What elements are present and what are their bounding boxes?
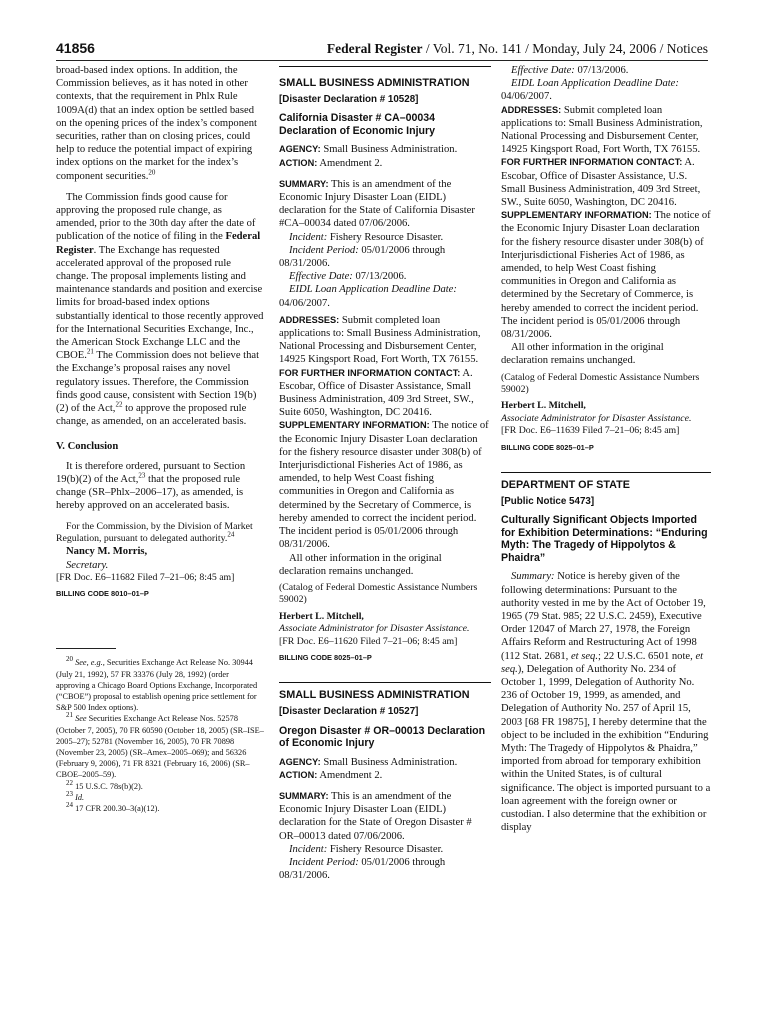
paragraph: It is therefore ordered, pursuant to Section 19(b)(2) of the Act,$^{23}$ that the proposed rule change (SR–Phlx–2006–17), as amended, is hereby approved on an accelerated basis. bbox=[56, 460, 246, 512]
agency-line: AGENCY: Small Business Administration. bbox=[279, 144, 458, 156]
summary: Summary: Notice is hereby given of the following determinations: Pursuant to the authority vested in me by the Act of October 19, 1965 (79 Stat. 985; 22 U.S.C. 2459), Executive Order 12047 of March 27, 1978, the Foreign Affairs Reform and Restructuring Act of 1998 (112 Stat. 2681, et seq.; 22 U.S.C. 6501 note, et seq.), Delegation of Authority No. 234 of October 1, 1999, Delegation of Authority No. 236 of October 19, 1999, as amended, and Delegation of Authority No. 257 of April 15, 2003 [68 FR 19875], I hereby determine that the object to be included in the exhibition “Enduring Myth: The Tragedy of Hippolytos & Phaidra,” imported from abroad for temporary exhibition within the United States, is of cultural significance. The object is imported pursuant to a loan agreement with the foreign owner or custodian. I also determine that the exhibition or display bbox=[501, 571, 711, 834]
column-3 bbox=[501, 64, 711, 834]
notice-title: Culturally Significant Objects Imported for Exhibition Determinations: “Enduring Myth: The Tragedy of Hippolytos & Phaidra” bbox=[501, 514, 708, 564]
agency-heading: DEPARTMENT OF STATE bbox=[501, 478, 630, 491]
signer-name: Herbert L. Mitchell, bbox=[501, 400, 586, 412]
footnote-ref: 22 bbox=[115, 400, 123, 409]
billing-code: BILLING CODE 8025–01–P bbox=[279, 652, 372, 662]
incident: Incident: Fishery Resource Disaster. bbox=[289, 231, 444, 243]
paragraph: All other information in the original declaration remains unchanged. bbox=[279, 552, 442, 577]
notice-divider bbox=[501, 472, 711, 473]
footnote: $^{22}$ 15 U.S.C. 78s(b)(2). bbox=[66, 778, 143, 791]
agency-heading: SMALL BUSINESS ADMINISTRATION bbox=[279, 77, 470, 89]
effective-date: Effective Date: 07/13/2006. bbox=[511, 65, 629, 76]
billing-code: BILLING CODE 8010–01–P bbox=[56, 589, 149, 599]
footnotes bbox=[56, 657, 264, 814]
summary: SUMMARY: This is an amendment of the Economic Injury Disaster Loan (EIDL) declaration for the State of Oregon Disaster # OR–00013 dated 07/06/2006. bbox=[279, 790, 472, 842]
catalog-note: (Catalog of Federal Domestic Assistance Numbers 59002) bbox=[279, 581, 478, 606]
notice-title: California Disaster # CA–00034 Declaration of Economic Injury bbox=[279, 112, 436, 137]
signer-title: Secretary. bbox=[66, 559, 109, 571]
fr-doc: [FR Doc. E6–11639 Filed 7–21–06; 8:45 am] bbox=[501, 425, 680, 437]
effective-date: Effective Date: 07/13/2006. bbox=[289, 271, 407, 283]
supplementary-info: SUPPLEMENTARY INFORMATION: The notice of the Economic Injury Disaster Loan declaration for the fishery resource disaster under 308(b) of Interjurisdictional Fisheries Act of 1986, as amended, to help West Coast fishing communities in Oregon and California as determined by the Secretary of Commerce, is hereby amended to correct the incident period. The incident period is 05/01/2006 through 08/31/2006. bbox=[279, 420, 489, 551]
docket-number: [Public Notice 5473] bbox=[501, 496, 595, 508]
footnote: $^{23}$ Id. bbox=[66, 790, 85, 802]
notice-divider bbox=[279, 66, 491, 67]
incident-period: Incident Period: 05/01/2006 through 08/31/2006. bbox=[279, 244, 446, 270]
eidl-deadline: EIDL Loan Application Deadline Date: 04/06/2007. bbox=[501, 78, 679, 103]
footnote-ref: 24 bbox=[227, 530, 235, 539]
footnote: $^{20}$ See, e.g., Securities Exchange Act Release No. 30944 (July 21, 1992), 57 FR 33376 (July 28, 1992) (order approving a Chicago Board Options Exchange, Incorporated (“CBOE”) proposal to establish opening price settlement for S&P 500 Index options). bbox=[56, 655, 258, 713]
footnote: $^{24}$ 17 CFR 200.30–3(a)(12). bbox=[66, 801, 160, 813]
footnote-ref: 21 bbox=[86, 347, 94, 356]
running-head bbox=[327, 41, 708, 57]
issue-info: / Vol. 71, No. 141 / Monday, July 24, 2006 / Notices bbox=[422, 41, 708, 56]
signer-title: Associate Administrator for Disaster Assistance. bbox=[279, 623, 470, 635]
signer-name: Herbert L. Mitchell, bbox=[279, 610, 364, 622]
eidl-deadline: EIDL Loan Application Deadline Date: 04/06/2007. bbox=[279, 284, 457, 309]
incident: Incident: Fishery Resource Disaster. bbox=[289, 843, 444, 855]
addresses: ADDRESSES: Submit completed loan applications to: Small Business Administration, National Processing and Disbursement Center, 14925 Kingsport Road, Fort Worth, TX 76155. bbox=[501, 104, 703, 156]
catalog-note: (Catalog of Federal Domestic Assistance Numbers 59002) bbox=[501, 371, 700, 396]
column-2 bbox=[279, 64, 491, 882]
contact: FOR FURTHER INFORMATION CONTACT: A. Escobar, Office of Disaster Assistance, U.S. Small Business Administration, 409 3rd Street, SW., Suite 6050, Washington, DC 20416. bbox=[501, 157, 701, 209]
column-1 bbox=[56, 64, 264, 814]
docket-number: [Disaster Declaration # 10527] bbox=[279, 706, 419, 718]
footnote-ref: 20 bbox=[148, 168, 156, 177]
page-header bbox=[56, 38, 708, 61]
signer-title: Associate Administrator for Disaster Assistance. bbox=[501, 412, 692, 424]
agency-heading: SMALL BUSINESS ADMINISTRATION bbox=[279, 689, 470, 702]
addresses: ADDRESSES: Submit completed loan applications to: Small Business Administration, National Processing and Disbursement Center, 14925 Kingsport Road, Fort Worth, TX 76155. bbox=[279, 314, 481, 366]
notice-divider bbox=[279, 682, 491, 683]
paragraph: All other information in the original declaration remains unchanged. bbox=[501, 342, 664, 367]
action-line: ACTION: Amendment 2. bbox=[279, 769, 383, 781]
action-line: ACTION: Amendment 2. bbox=[279, 157, 383, 169]
footnote-divider bbox=[56, 648, 116, 649]
summary: SUMMARY: This is an amendment of the Economic Injury Disaster Loan (EIDL) declaration for the State of California Disaster #CA–00034 dated 07/06/2006. bbox=[279, 178, 475, 230]
footnote-ref: 23 bbox=[138, 471, 146, 480]
publication-name: Federal Register bbox=[326, 41, 423, 56]
page-number: 41856 bbox=[56, 40, 95, 56]
fr-doc: [FR Doc. E6–11682 Filed 7–21–06; 8:45 am] bbox=[56, 571, 235, 583]
paragraph: For the Commission, by the Division of Market Regulation, pursuant to delegated authority.$^{24}$ bbox=[56, 520, 253, 544]
signer-name: Nancy M. Morris, bbox=[66, 546, 148, 558]
agency-line: AGENCY: Small Business Administration. bbox=[279, 756, 458, 768]
notice-title: Oregon Disaster # OR–00013 Declaration of Economic Injury bbox=[279, 724, 486, 750]
section-heading: V. Conclusion bbox=[56, 441, 119, 453]
docket-number: [Disaster Declaration # 10528] bbox=[279, 94, 419, 106]
footnote: $^{21}$ See Securities Exchange Act Release Nos. 52578 (October 7, 2005), 70 FR 60590 (October 18, 2005) (SR–ISE–2005–27); 52781 (November 16, 2005), 70 FR 70898 (November 23, 2005) (SR–Amex–2005–069); and 56326 (February 9, 2006), 71 FR 8321 (February 16, 2006) (SR–CBOE–2005–59). bbox=[56, 711, 264, 780]
paragraph: broad-based index options. In addition, the Commission believes, as it has noted in other contexts, that the requirement in Phlx Rule 1009A(d) that an index option be settled based on the opening prices of the index’s component securities, rather than on closing prices, could help to reduce the potential impact of expiring index options on the market for the index’s component securities.$^{20}$ bbox=[56, 65, 257, 182]
incident-period: Incident Period: 05/01/2006 through 08/31/2006. bbox=[279, 856, 446, 882]
fr-doc: [FR Doc. E6–11620 Filed 7–21–06; 8:45 am] bbox=[279, 635, 458, 647]
billing-code: BILLING CODE 8025–01–P bbox=[501, 442, 594, 452]
supplementary-info: SUPPLEMENTARY INFORMATION: The notice of the Economic Injury Disaster Loan declaration for the fishery resource disaster under 308(b) of Interjurisdictional Fisheries Act of 1986, as amended, to help West Coast fishing communities in Oregon and California as determined by the Secretary of Commerce, is hereby amended to correct the incident period. The incident period is 05/01/2006 through 08/31/2006. bbox=[501, 210, 711, 341]
contact: FOR FURTHER INFORMATION CONTACT: A. Escobar, Office of Disaster Assistance, Small Business Administration, 409 3rd Street, SW., Suite 6050, Washington, DC 20416. bbox=[279, 367, 474, 419]
paragraph: The Commission finds good cause for approving the proposed rule change, as amended, prior to the 30th day after the date of publication of the notice of filing in the Federal Register. The Exchange has requested accelerated approval of the proposed rule change. The proposal implements listing and maintenance standards and position and exercise limits for broad-based index options substantially identical to those recently approved for the International Securities Exchange, Inc., the American Stock Exchange LLC and the CBOE.$^{21}$ The Commission does not believe that the Exchange’s proposal raises any novel regulatory issues. Therefore, the Commission finds good cause, consistent with Section 19(b)(2) of the Act,$^{22}$ to approve the proposed rule change, as amended, on an accelerated basis. bbox=[56, 191, 264, 428]
